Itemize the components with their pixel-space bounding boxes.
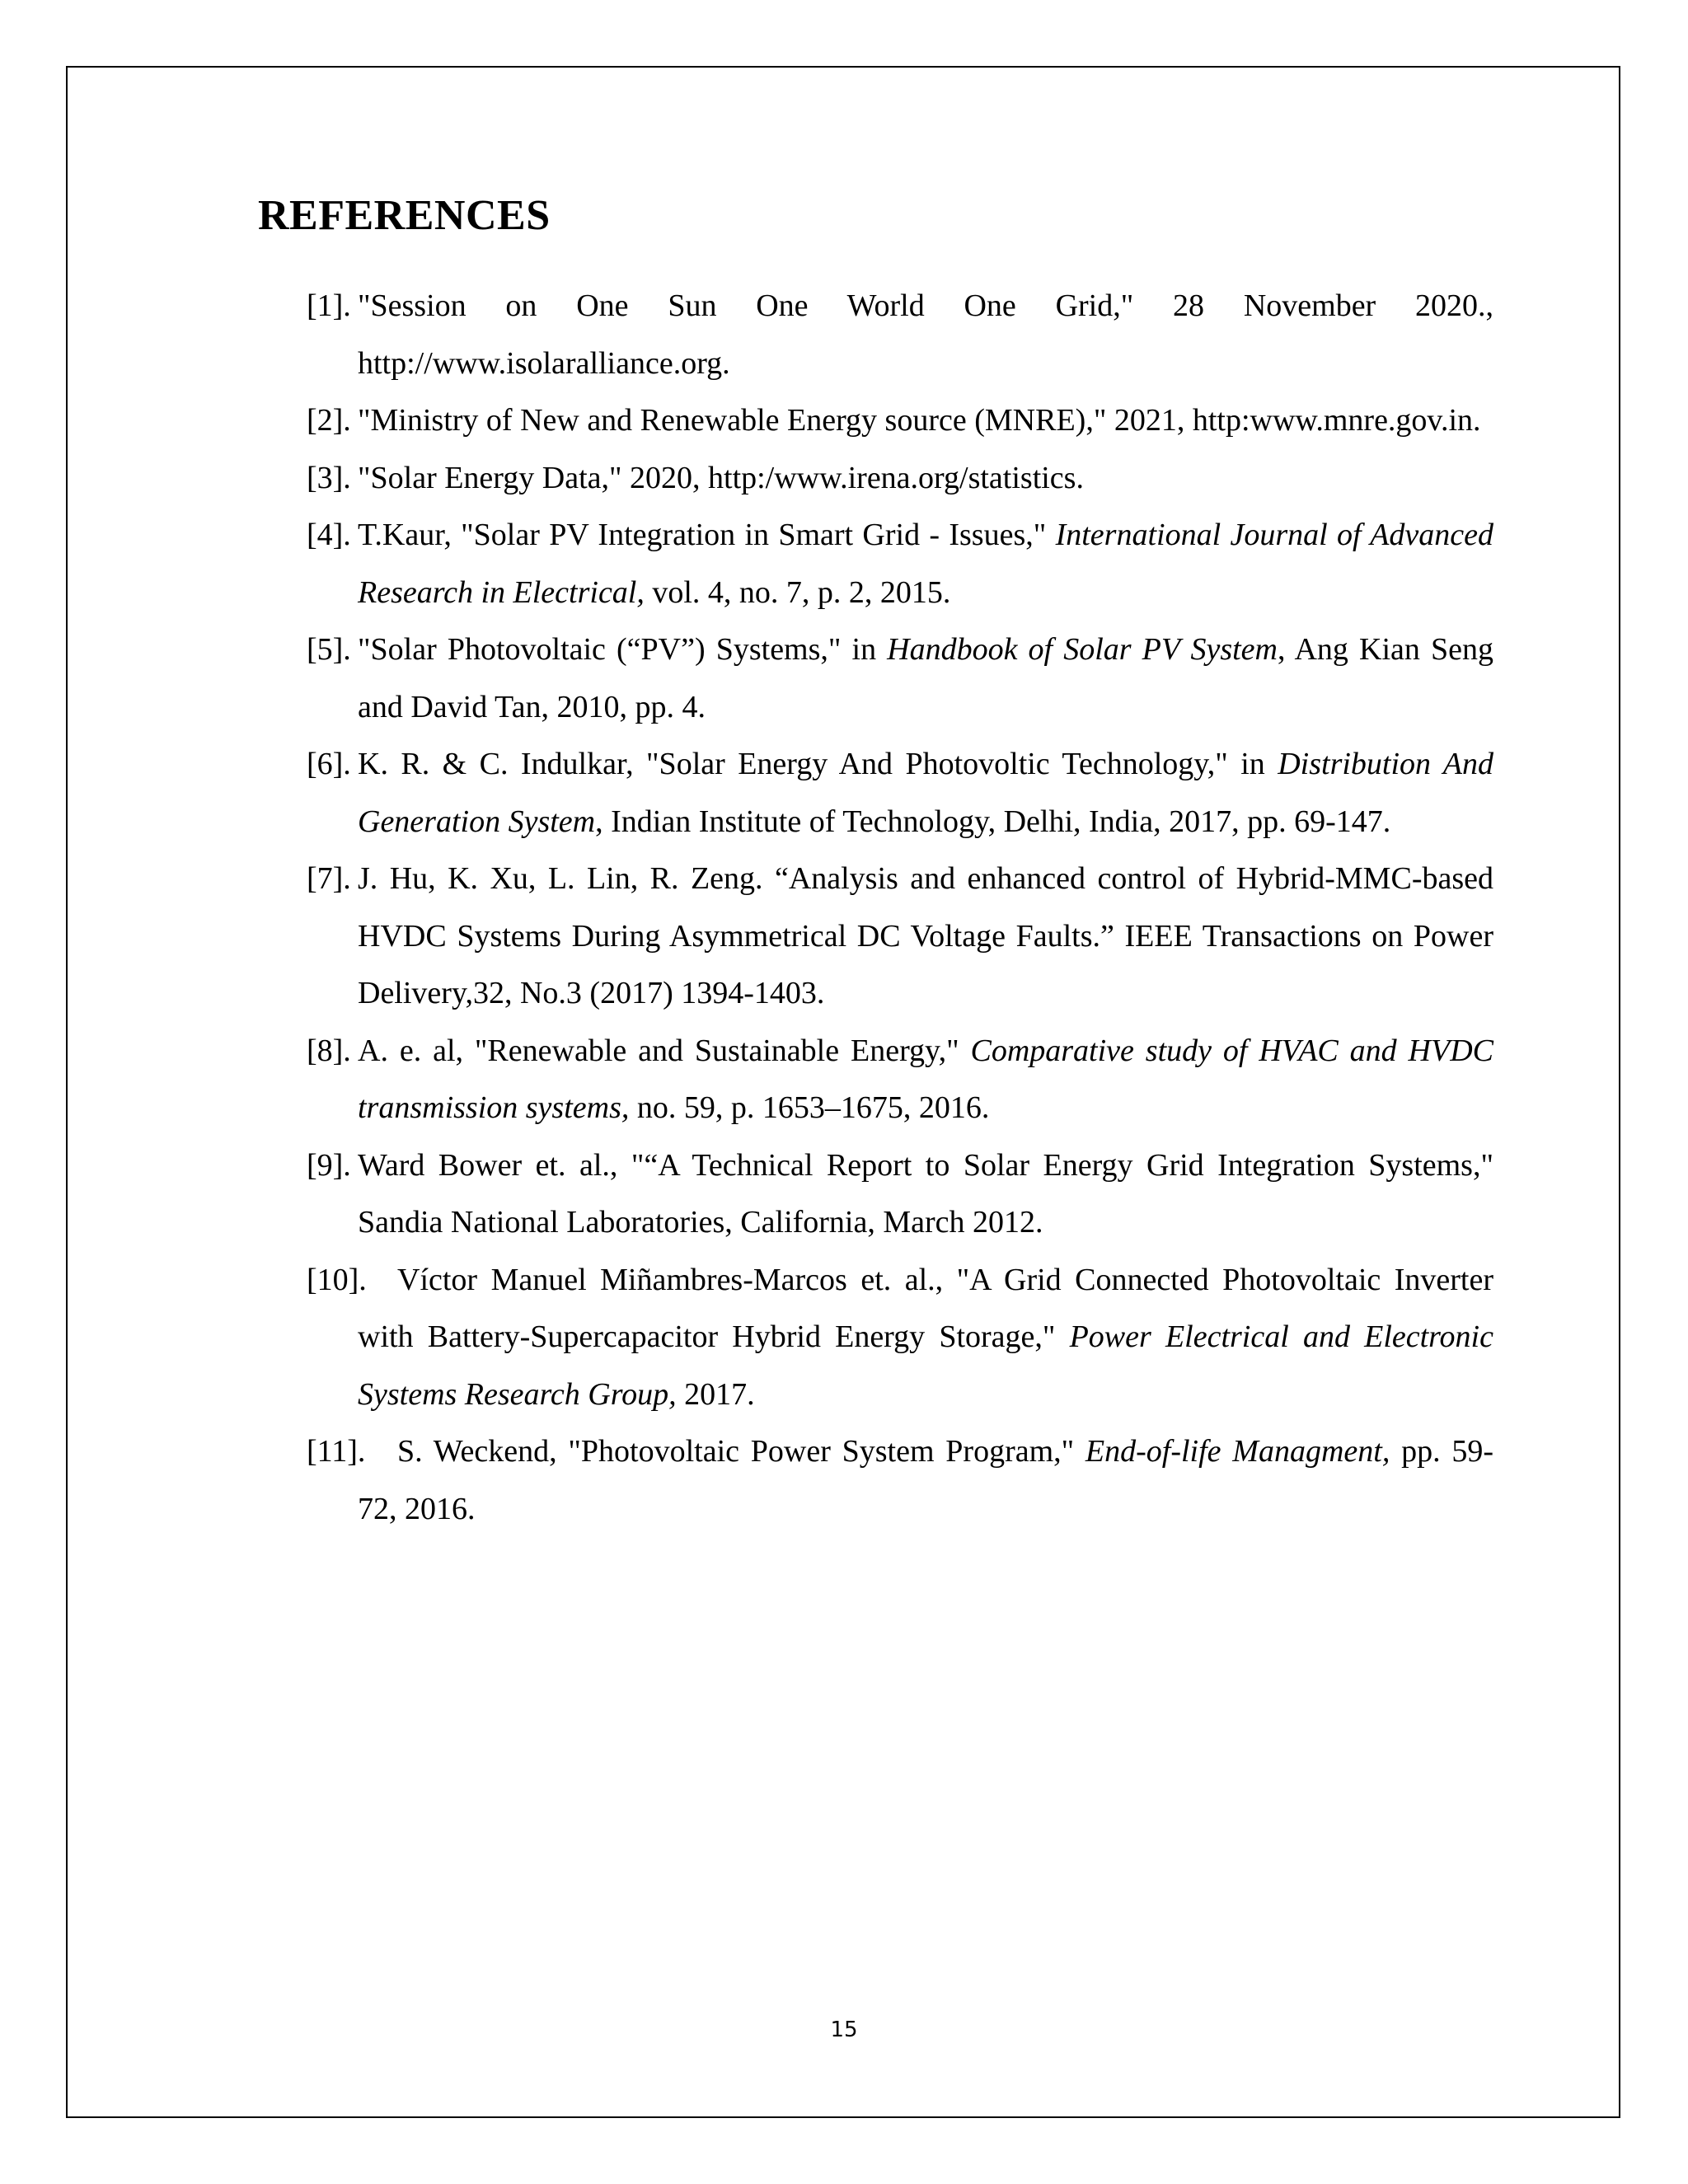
reference-text — [358, 1263, 1493, 1412]
reference-text — [358, 1023, 1493, 1137]
reference-item — [307, 736, 1493, 851]
reference-number: [7]. — [307, 861, 351, 896]
reference-text-segment: no. 59, p. 1653–1675, 2016. — [629, 1090, 990, 1125]
reference-number: [1]. — [307, 288, 351, 323]
reference-text-segment: "Solar Photovoltaic (“PV”) Systems," in — [358, 632, 888, 667]
reference-source-title: International Journal of Advanced Research in Electrical, — [358, 518, 1493, 610]
reference-text-segment: A. e. al, "Renewable and Sustainable Energy," — [358, 1033, 971, 1068]
reference-text-segment: vol. 4, no. 7, p. 2, 2015. — [644, 574, 951, 610]
reference-item — [307, 851, 1493, 1023]
reference-number: [3]. — [307, 460, 351, 495]
reference-item — [307, 450, 1493, 508]
reference-text-segment: , Indian Institute of Technology, Delhi, India, 2017, pp. 69-147. — [595, 804, 1391, 839]
reference-source-title: Comparative study of HVAC and HVDC transmission systems, — [358, 1033, 1493, 1125]
page-title: REFERENCES — [258, 192, 551, 239]
reference-number: [5]. — [307, 632, 351, 667]
reference-text-segment: Ward Bower et. al., "“A Technical Report to Solar Energy Grid Integration Systems," Sandia National Laboratories, California, March 2012. — [358, 1147, 1493, 1240]
reference-text — [358, 507, 1493, 621]
reference-text — [358, 1434, 1493, 1526]
reference-text-segment: T.Kaur, "Solar PV Integration in Smart Grid - Issues," — [358, 518, 1056, 552]
reference-text — [358, 851, 1493, 1023]
reference-source-title: End-of-life Managment, — [1085, 1434, 1390, 1469]
reference-text-segment: Víctor Manuel Miñambres-Marcos et. al., "A Grid Connected Photovoltaic Inverter with Battery-Supercapacitor Hybrid Energy Storage," — [358, 1262, 1493, 1354]
reference-number: [8]. — [307, 1033, 351, 1068]
reference-item — [307, 392, 1493, 450]
reference-text — [358, 1137, 1493, 1252]
reference-list — [307, 278, 1493, 1538]
reference-source-title: Power Electrical and Electronic Systems Research Group, — [358, 1319, 1493, 1412]
reference-text-segment: "Session on One Sun One World One Grid," 28 November 2020., http://www.isolaralliance.org. — [358, 288, 1493, 381]
reference-text-segment: J. Hu, K. Xu, L. Lin, R. Zeng. “Analysis and enhanced control of Hybrid-MMC-based HVDC Systems During Asymmetrical DC Voltage Faults.” IEEE Transactions on Power Delivery,32, No.3 (2017) 1394-1403. — [358, 861, 1493, 1010]
page-number: 15 — [830, 2018, 858, 2042]
reference-text-segment: "Ministry of New and Renewable Energy source (MNRE)," 2021, http:www.mnre.gov.in. — [358, 403, 1481, 438]
reference-text — [358, 450, 1493, 508]
reference-item — [307, 278, 1493, 392]
reference-text-segment: "Solar Energy Data," 2020, http:/www.irena.org/statistics. — [358, 460, 1084, 495]
reference-text-segment: S. Weckend, "Photovoltaic Power System Program," — [397, 1434, 1085, 1469]
reference-item — [307, 1137, 1493, 1252]
reference-item — [307, 1423, 1493, 1538]
reference-text — [358, 736, 1493, 851]
reference-item — [307, 1252, 1493, 1424]
reference-text-segment: 2017. — [676, 1376, 755, 1412]
reference-number: [9]. — [307, 1147, 351, 1183]
reference-item — [307, 1023, 1493, 1137]
reference-item — [307, 621, 1493, 736]
reference-text — [358, 621, 1493, 736]
reference-number: [11]. — [307, 1434, 366, 1469]
reference-text-segment: K. R. & C. Indulkar, "Solar Energy And Photovoltic Technology," in — [358, 747, 1278, 781]
reference-text — [358, 278, 1493, 392]
reference-number: [10]. — [307, 1262, 367, 1297]
reference-number: [2]. — [307, 403, 351, 438]
reference-number: [6]. — [307, 747, 351, 781]
reference-source-title: Distribution And Generation System — [358, 747, 1493, 839]
reference-number: [4]. — [307, 518, 351, 552]
reference-source-title: Handbook of Solar PV System — [887, 632, 1278, 667]
reference-text-segment: pp. 59-72, 2016. — [358, 1434, 1494, 1526]
reference-item — [307, 507, 1493, 621]
reference-text-segment: , Ang Kian Seng and David Tan, 2010, pp. 4. — [358, 632, 1493, 724]
reference-text — [358, 392, 1493, 450]
